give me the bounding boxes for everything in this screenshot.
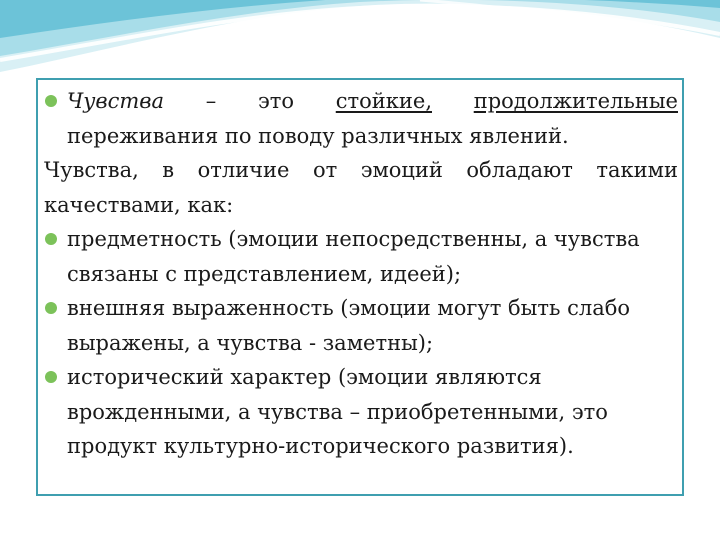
bullet-1-line-2: переживания по поводу различных явлений.: [67, 123, 569, 148]
content-box: [36, 78, 684, 496]
bullet-dot: [45, 95, 57, 107]
bullet-dot: [45, 371, 57, 383]
term-feelings: Чувства: [67, 89, 165, 113]
bullet-2-line-1: предметность (эмоции непосредственны, а чувства: [67, 227, 640, 251]
bullet-item-1: [44, 84, 678, 153]
intro-word: отличие: [197, 158, 290, 182]
word-stable: стойкие,: [335, 89, 432, 113]
intro-word: в: [162, 158, 175, 182]
word-lasting: продолжительные: [473, 89, 678, 113]
bullet-4-line-1: исторический характер (эмоции являются: [67, 365, 542, 389]
bullet-item-4: [44, 360, 678, 464]
dash: –: [205, 89, 217, 113]
intro-word: эмоций: [360, 158, 443, 182]
bullet-item-2: [44, 222, 678, 291]
bullet-1-line-1: [67, 84, 678, 119]
intro-paragraph: [44, 153, 678, 222]
bullet-item-3: [44, 291, 678, 360]
intro-line-1: [44, 153, 678, 188]
intro-line-2: качествами, как:: [44, 192, 234, 217]
bullet-3-line-1: внешняя выраженность (эмоции могут быть слабо: [67, 296, 631, 320]
intro-word: от: [312, 158, 338, 182]
intro-word: Чувства,: [44, 158, 139, 182]
slide-text: [44, 84, 678, 464]
bullet-4-line-2: врожденными, а чувства – приобретенными, это: [67, 399, 608, 424]
bullet-3-line-2: выражены, а чувства - заметны);: [67, 330, 434, 355]
bullet-dot: [45, 233, 57, 245]
bullet-4-line-3: продукт культурно-исторического развития).: [67, 434, 574, 458]
bullet-2-line-2: связаны с представлением, идеей);: [67, 261, 462, 286]
intro-word: такими: [596, 158, 678, 182]
word-is: это: [258, 89, 295, 113]
bullet-dot: [45, 302, 57, 314]
intro-word: обладают: [466, 158, 573, 182]
